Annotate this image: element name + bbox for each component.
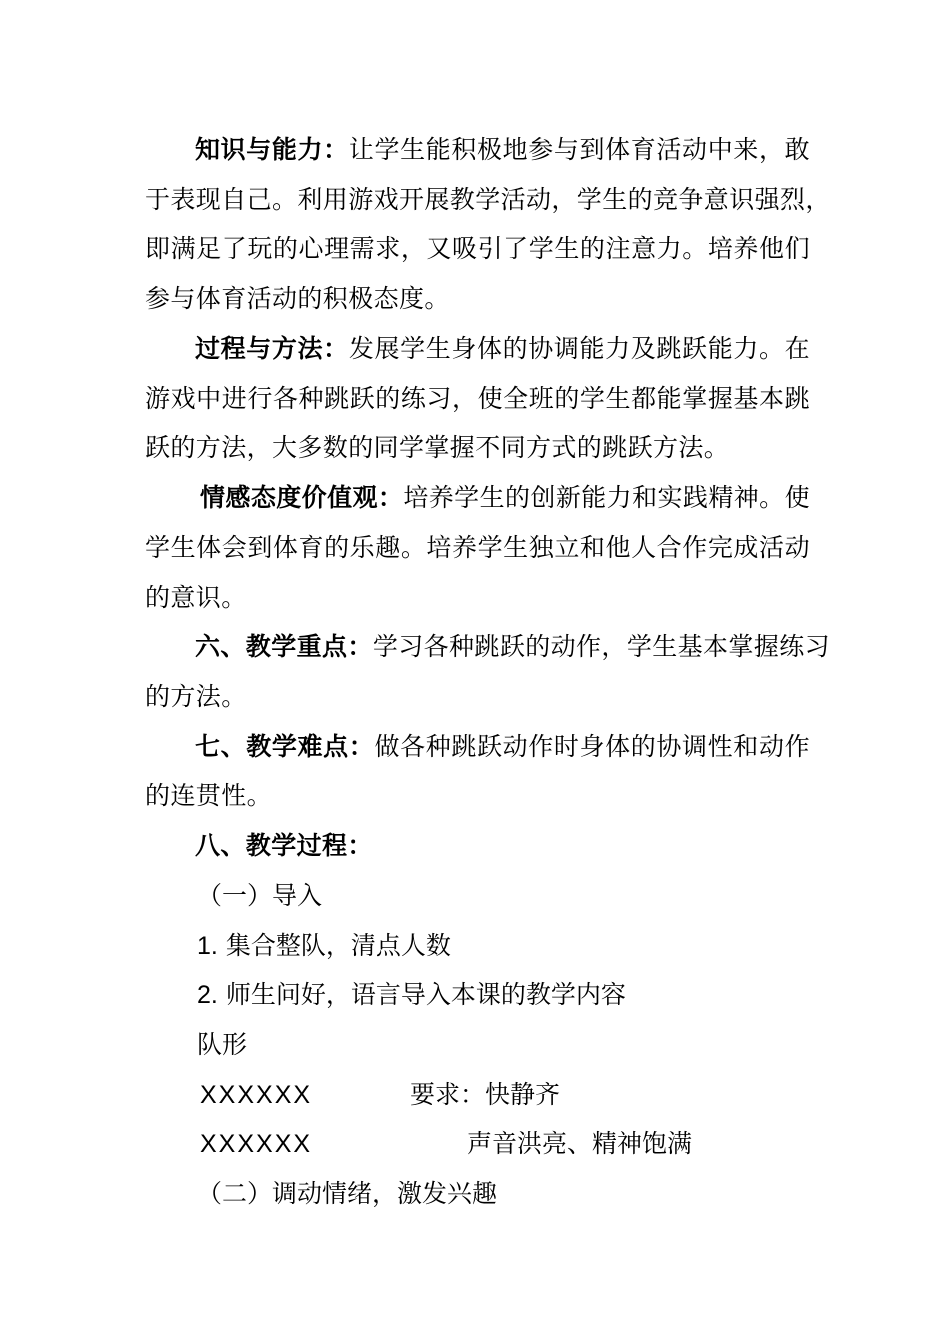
formation-row-1: XXXXXX — [200, 1081, 313, 1109]
intro-heading: （一）导入 — [197, 881, 323, 910]
intro-item-1-text: 集合整队，清点人数 — [225, 931, 451, 960]
difficulty-label: 七、教学难点： — [195, 732, 375, 761]
intro-item-1-number: 1. — [197, 932, 218, 960]
knowledge-label: 知识与能力： — [195, 135, 349, 164]
key-point-line-1 — [195, 632, 831, 662]
intro-item-1 — [197, 931, 451, 961]
difficulty-text-1: 做各种跳跃动作时身体的协调性和动作 — [374, 732, 810, 761]
requirement-line-2: 声音洪亮、精神饱满 — [467, 1129, 693, 1158]
emotion-label: 情感态度价值观： — [200, 483, 404, 512]
process-line-3: 跃的方法，大多数的同学掌握不同方式的跳跃方法。 — [145, 433, 730, 462]
emotion-line-1 — [200, 483, 810, 513]
part2-heading: （二）调动情绪，激发兴趣 — [197, 1179, 498, 1208]
key-point-label: 六、教学重点： — [195, 632, 373, 661]
procedure-label: 八、教学过程： — [195, 831, 373, 860]
knowledge-text-1: 让学生能积极地参与到体育活动中来，敢 — [348, 135, 810, 164]
process-text-1: 发展学生身体的协调能力及跳跃能力。在 — [348, 334, 810, 363]
key-point-text-1: 学习各种跳跃的动作，学生基本掌握练习 — [372, 632, 831, 661]
difficulty-line-2: 的连贯性。 — [145, 781, 273, 810]
formation-label: 队形 — [197, 1030, 248, 1059]
difficulty-line-1 — [195, 732, 810, 762]
formation-row-2: XXXXXX — [200, 1130, 313, 1158]
procedure-heading — [195, 831, 810, 861]
knowledge-line-4: 参与体育活动的积极态度。 — [145, 284, 450, 313]
process-line-2: 游戏中进行各种跳跃的练习，使全班的学生都能掌握基本跳 — [145, 384, 810, 413]
key-point-line-2: 的方法。 — [145, 682, 247, 711]
emotion-line-3: 的意识。 — [145, 583, 247, 612]
intro-item-2 — [197, 980, 626, 1010]
knowledge-line-1 — [195, 135, 810, 165]
emotion-text-1: 培养学生的创新能力和实践精神。使 — [403, 483, 810, 512]
emotion-line-2: 学生体会到体育的乐趣。培养学生独立和他人合作完成活动 — [145, 533, 810, 562]
intro-item-2-number: 2. — [197, 981, 218, 1009]
requirement-line-1: 要求：快静齐 — [410, 1080, 561, 1109]
process-line-1 — [195, 334, 810, 364]
knowledge-line-3: 即满足了玩的心理需求，又吸引了学生的注意力。培养他们 — [145, 234, 810, 263]
process-label: 过程与方法： — [195, 334, 349, 363]
knowledge-line-2: 于表现自己。利用游戏开展教学活动，学生的竞争意识强烈， — [145, 185, 831, 214]
intro-item-2-text: 师生问好，语言导入本课的教学内容 — [225, 980, 626, 1009]
